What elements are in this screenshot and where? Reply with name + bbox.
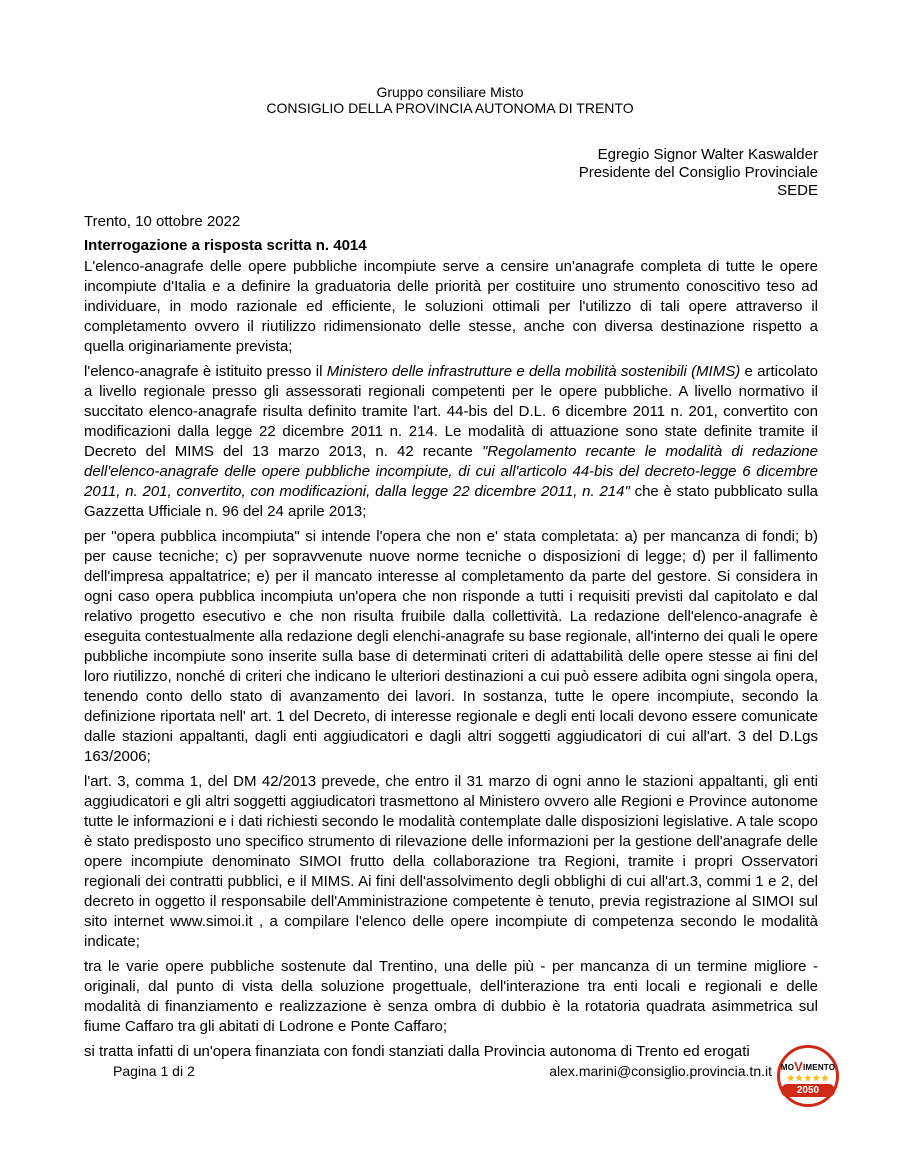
- page-number: Pagina 1 di 2: [113, 1063, 195, 1079]
- paragraph: l'art. 3, comma 1, del DM 42/2013 prevede, che entro il 31 marzo di ogni anno le stazioni appaltanti, gli enti aggiudicatori e gli altri soggetti aggiudicatori trasmettono al Ministero ovvero alle Regioni e Province autonome tutte le informazioni e i dati richiesti secondo le modalità contemplate dalle disposizioni legislative. A tale scopo è stato predisposto uno specifico strumento di rilevazione delle informazioni per la gestione dell'anagrafe delle opere incompiute denominato SIMOI frutto della collaborazione tra Regioni, tramite i propri Osservatori regionali dei contratti pubblici, e il MIMS. Ai fini dell'assolvimento degli obblighi di cui all'art.3, commi 1 e 2, del decreto in oggetto il responsabile dell'Amministrazione competente è tenuto, previa registrazione al SIMOI sul sito internet www.simoi.it , a compilare l'elenco delle opere incompiute di competenza secondo le modalità indicate;: [84, 773, 818, 950]
- logo-text-mo: MO: [780, 1063, 795, 1072]
- recipient-seat: SEDE: [777, 182, 818, 199]
- logo-year-banner: 2050: [781, 1084, 835, 1097]
- logo-red-v: V: [794, 1059, 803, 1074]
- recipient-name: Egregio Signor Walter Kaswalder: [597, 146, 818, 163]
- logo-movimento-text: [780, 1061, 836, 1073]
- logo-text-imento: IMENTO: [803, 1063, 836, 1072]
- paragraph: si tratta infatti di un'opera finanziata con fondi stanziati dalla Provincia autonoma di Trento ed erogati: [84, 1043, 750, 1060]
- recipient-block: [0, 146, 900, 200]
- paragraph: L'elenco-anagrafe delle opere pubbliche incompiute serve a censire un'anagrafe completa di tutte le opere incompiute d'Italia e a definire la graduatoria delle priorità per costituire uno strumento conoscitivo teso ad individuare, in modo razionale ed efficiente, le soluzioni ottimali per l'utilizzo di tali opere attraverso il completamento ovvero il riutilizzo ridimensionato delle stesse, anche con diversa destinazione rispetto a quella originariamente prevista;: [84, 258, 818, 355]
- date-line: Trento, 10 ottobre 2022: [84, 213, 241, 230]
- logo-stars-icon: ★★★★★: [786, 1073, 830, 1083]
- document-title: Interrogazione a risposta scritta n. 4014: [84, 237, 367, 254]
- document-body: [84, 257, 818, 1062]
- document-header: [0, 0, 900, 116]
- group-name: Gruppo consiliare Misto: [376, 84, 524, 100]
- recipient-role: Presidente del Consiglio Provinciale: [578, 164, 818, 181]
- footer-email: alex.marini@consiglio.provincia.tn.it: [549, 1063, 772, 1079]
- paragraph: tra le varie opere pubbliche sostenute dal Trentino, una delle più - per mancanza di un termine migliore - originali, dal punto di vista della soluzione progettuale, dell'interazione tra enti locali e regionali e delle modalità di finanziamento e realizzazione è senza ombra di dubbio è la rotatoria quadrata asimmetrica sul fiume Caffaro tra gli abitati di Lodrone e Ponte Caffaro;: [84, 958, 818, 1035]
- paragraph: per "opera pubblica incompiuta" si intende l'opera che non e' stata completata: a) per mancanza di fondi; b) per cause tecniche; c) per sopravvenute nuove norme tecniche o disposizioni di legge; d) per il fallimento dell'impresa appaltatrice; e) per il mancato interesse al completamento da parte del gestore. Si considera in ogni caso opera pubblica incompiuta un'opera che non risponde a tutti i requisiti previsti dal capitolato e dal relativo progetto esecutivo e che non risulta fruibile dalla collettività. La redazione dell'elenco-anagrafe è eseguita contestualmente alla redazione degli elenchi-anagrafe su base regionale, all'interno dei quali le opere pubbliche incompiute sono inserite sulla base di determinati criteri di adattabilità delle opere stesse ai fini del loro riutilizzo, nonché di criteri che indicano le ulteriori destinazioni a cui può essere adibita ogni singola opera, tenendo conto dello stato di avanzamento dei lavori. In sostanza, tutte le opere incompiute, secondo la definizione riportata nell' art. 1 del Decreto, di interesse regionale e degli enti locali devono essere comunicate dalle stazioni appaltanti, dagli enti aggiudicatori e dagli altri soggetti aggiudicatori di cui all'art. 3 del D.Lgs 163/2006;: [84, 528, 818, 765]
- paragraph: l'elenco-anagrafe è istituito presso il Ministero delle infrastrutture e della mobilità sostenibili (MIMS) e articolato a livello regionale presso gli assessorati regionali competenti per le opere pubbliche. A livello normativo il succitato elenco-anagrafe risulta definito tramite l'art. 44-bis del D.L. 6 dicembre 2011 n. 201, convertito con modificazioni dalla legge 22 dicembre 2011 n. 214. Le modalità di attuazione sono state definite tramite il Decreto del MIMS del 13 marzo 2013, n. 42 recante "Regolamento recante le modalità di redazione dell'elenco-anagrafe delle opere pubbliche incompiute, di cui all'articolo 44-bis del decreto-legge 6 dicembre 2011, n. 201, convertito, con modificazioni, dalla legge 22 dicembre 2011, n. 214" che è stato pubblicato sulla Gazzetta Ufficiale n. 96 del 24 aprile 2013;: [84, 363, 818, 520]
- movimento-2050-logo: [777, 1045, 839, 1107]
- council-name: CONSIGLIO DELLA PROVINCIA AUTONOMA DI TRENTO: [266, 100, 634, 116]
